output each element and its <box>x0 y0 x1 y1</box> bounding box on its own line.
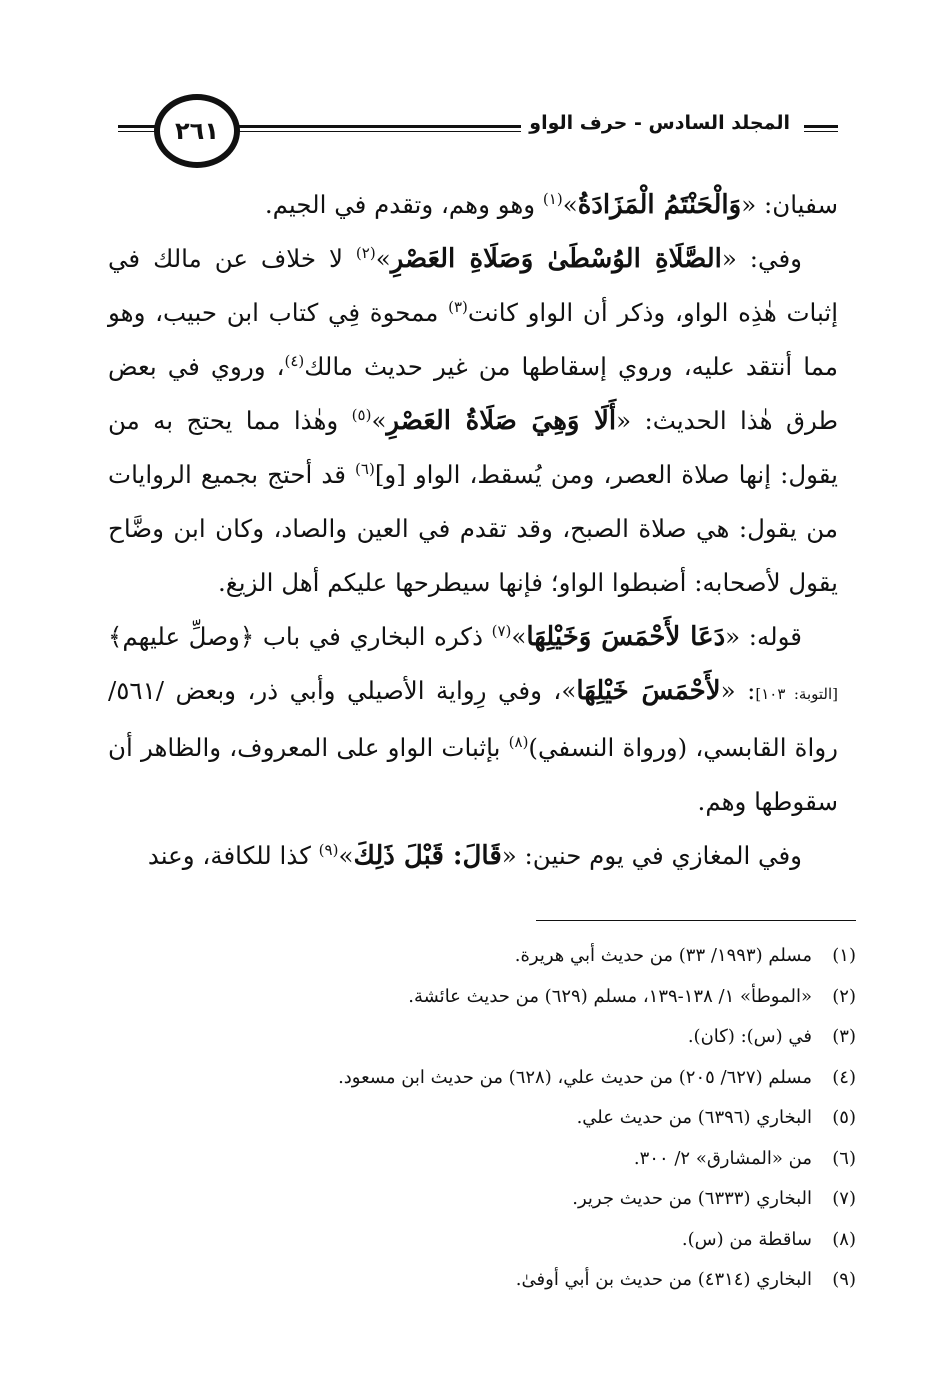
hadith-quote: وَالْحَنْتَمُ الْمَزَادَةُ <box>577 190 742 220</box>
footnote-ref[interactable]: (٦) <box>355 460 375 478</box>
footnote-ref[interactable]: (١) <box>542 190 563 208</box>
footnote-8 <box>116 1220 856 1261</box>
text-run: وهٰذا مما يحتج به من يقول: إنها صلاة العصر، ومن يُسقط، الواو [و] <box>108 406 838 489</box>
footnote-ref[interactable]: (٩) <box>318 841 339 859</box>
text-run: »، وفي رِواية الأصيلي وأبي ذر، وبعض /٥٦١/ رواة القابسي، (ورواة النسفي) <box>108 676 838 762</box>
footnote-6 <box>116 1139 856 1180</box>
hadith-quote: الصَّلَاةِ الوُسْطَىٰ وَصَلَاةِ العَصْرِ <box>390 244 722 274</box>
page-number: ٢٦١ <box>175 117 219 145</box>
text-run: وهو وهم، وتقدم في الجيم. <box>264 190 543 219</box>
text-run: ، وروي في بعض طرق هٰذا الحديث: « <box>108 352 838 435</box>
footnote-number: (١) <box>832 945 856 966</box>
footnote-text: ساقطة من (س). <box>681 1228 812 1250</box>
hadith-quote: قَالَ: قَبْلَ ذَلِكَ <box>353 841 502 871</box>
paragraph-3 <box>108 610 838 829</box>
text-run: » <box>375 244 391 273</box>
paragraph-4 <box>108 829 838 883</box>
footnote-ref[interactable]: (٢) <box>355 244 376 262</box>
footnote-7 <box>116 1179 856 1220</box>
footnote-text: مسلم (١٩٩٣/ ٣٣) من حديث أبي هريرة. <box>514 945 812 966</box>
footnote-text: البخاري (٦٣٩٦) من حديث علي. <box>576 1107 812 1128</box>
text-run: » <box>562 190 578 219</box>
paragraph-1 <box>108 178 838 232</box>
footnote-text: في (س): (كان). <box>687 1026 812 1047</box>
page-number-frame <box>154 94 240 168</box>
text-run: ذكره البخاري في باب ﴿وصلِّ عليهم﴾ <box>108 622 492 651</box>
footnote-text: من «المشارق» ٢/ ٣٠٠. <box>633 1147 812 1169</box>
footnote-1 <box>116 936 856 977</box>
footnote-number: (٦) <box>832 1147 856 1169</box>
text-run: لا خلاف عن مالك في إثبات هٰذِه الواو، وذكر أن الواو كانت <box>108 244 838 327</box>
footnote-5 <box>116 1098 856 1139</box>
text-run: » <box>338 841 354 870</box>
footnote-ref[interactable]: (٤) <box>284 352 305 370</box>
text-run: كذا للكافة، وعند <box>147 841 319 870</box>
footnote-text: البخاري (٦٣٣٣) من حديث جرير. <box>572 1188 812 1209</box>
footnote-2 <box>116 977 856 1018</box>
paragraph-2 <box>108 232 838 610</box>
footnote-number: (٥) <box>832 1107 856 1128</box>
footnote-ref[interactable]: (٣) <box>448 298 468 316</box>
footnote-3 <box>116 1017 856 1058</box>
footnote-4 <box>116 1058 856 1099</box>
text-run: سفيان: « <box>741 190 838 219</box>
footnote-ref[interactable]: (٨) <box>508 733 529 751</box>
header-rule-right <box>804 125 838 132</box>
text-run: وفي: « <box>721 244 802 273</box>
footnote-text: البخاري (٤٣١٤) من حديث بن أبي أوفىٰ. <box>515 1269 812 1290</box>
hadith-quote: لأَحْمَسَ خَيْلِهَا <box>576 676 721 706</box>
text-run: بإثبات الواو على المعروف، والظاهر أن سقوطها وهم. <box>108 733 838 816</box>
footnote-ref[interactable]: (٧) <box>491 622 512 640</box>
footnote-9 <box>116 1260 856 1301</box>
page-header <box>118 92 838 172</box>
text-run: » <box>511 622 527 651</box>
text-run: وفي المغازي في يوم حنين: « <box>501 841 802 870</box>
footnote-number: (٣) <box>832 1026 856 1047</box>
footnote-number: (٩) <box>832 1269 856 1290</box>
text-run: قد أحتج بجميع الروايات من يقول: هي صلاة الصبح، وقد تقدم في العين والصاد، وكان ابن وضَّاح يقول لأصحابه: أضبطوا الواو؛ فإنها سيطرحها عليكم أهل الزيغ. <box>108 460 838 597</box>
text-run: » <box>371 406 387 435</box>
hadith-quote: أَلَا وَهِيَ صَلَاةُ العَصْرِ <box>386 406 617 436</box>
footnote-separator <box>536 920 856 921</box>
running-title: المجلد السادس - حرف الواو <box>521 112 798 134</box>
hadith-quote: دَعَا لأَحْمَسَ وَخَيْلِهَا <box>526 622 726 652</box>
quran-citation: [التوبة: ١٠٣] <box>755 685 838 703</box>
footnote-ref[interactable]: (٥) <box>351 406 372 424</box>
main-text <box>108 178 838 883</box>
footnote-number: (٧) <box>832 1188 856 1209</box>
text-run: : « <box>720 676 756 705</box>
footnotes <box>116 936 856 1301</box>
footnote-text: «الموطأ» ١/ ١٣٨-١٣٩، مسلم (٦٢٩) من حديث عائشة. <box>408 985 812 1007</box>
text-run: قوله: « <box>725 622 802 651</box>
footnote-text: مسلم (٦٢٧/ ٢٠٥) من حديث علي، (٦٢٨) من حديث ابن مسعود. <box>338 1066 812 1088</box>
text-run: ممحوة فِي كتاب ابن حبيب، وهو مما أنتقد عليه، وروي إسقاطها من غير حديث مالك <box>108 298 838 381</box>
footnote-number: (٨) <box>832 1228 856 1250</box>
footnote-number: (٤) <box>832 1066 856 1088</box>
footnote-number: (٢) <box>832 985 856 1007</box>
